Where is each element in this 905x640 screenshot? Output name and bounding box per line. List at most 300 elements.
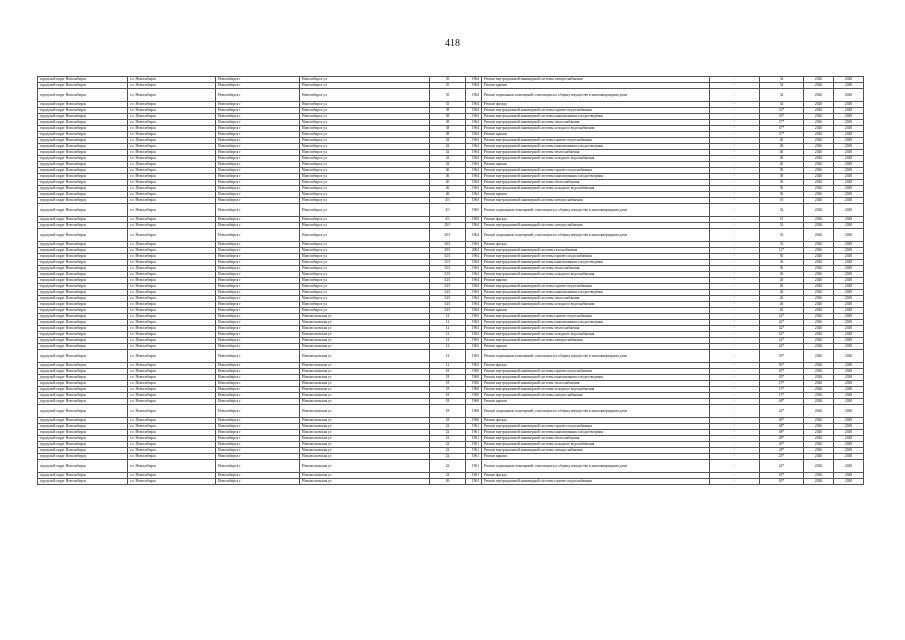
settlement-cell: г.о. Новосибирск xyxy=(128,114,216,120)
house-cell: 22 xyxy=(430,460,466,473)
year-cell: 1963 xyxy=(466,338,482,344)
city-cell: Новосибирск г xyxy=(216,126,300,132)
period-cell: 48* xyxy=(760,436,804,442)
period-cell: 34 xyxy=(760,83,804,89)
start-year-cell: 2026 xyxy=(804,430,834,436)
start-year-cell: 2026 xyxy=(804,254,834,260)
settlement-cell: г.о. Новосибирск xyxy=(128,290,216,296)
street-cell: Новосибирск ул xyxy=(300,138,430,144)
mark-cell: - xyxy=(710,473,760,479)
end-year-cell: 2028 xyxy=(834,326,864,332)
city-cell: Новосибирск г xyxy=(216,314,300,320)
year-cell: 1963 xyxy=(466,320,482,326)
street-cell: Новомосковская ул xyxy=(300,369,430,375)
street-cell: Новомосковская ул xyxy=(300,399,430,405)
year-cell: 1964 xyxy=(466,168,482,174)
year-cell: 1963 xyxy=(466,363,482,369)
work-type-cell: Ремонт фасада xyxy=(482,242,710,248)
capital-repair-table xyxy=(37,76,864,485)
street-cell: Новомосковская ул xyxy=(300,332,430,338)
end-year-cell: 2028 xyxy=(834,381,864,387)
district-cell: городской округ Новосибирск xyxy=(38,320,128,326)
work-type-cell: Ремонт внутридомовой инженерной системы холодного водоснабжения xyxy=(482,442,710,448)
district-cell: городской округ Новосибирск xyxy=(38,242,128,248)
settlement-cell: г.о. Новосибирск xyxy=(128,424,216,430)
settlement-cell: г.о. Новосибирск xyxy=(128,180,216,186)
city-cell: Новосибирск г xyxy=(216,284,300,290)
end-year-cell: 2028 xyxy=(834,180,864,186)
period-cell: 20 xyxy=(760,308,804,314)
settlement-cell: г.о. Новосибирск xyxy=(128,399,216,405)
period-cell: 15* xyxy=(760,393,804,399)
period-cell: 10 xyxy=(760,198,804,204)
house-cell: 22 xyxy=(430,448,466,454)
street-cell: Новосибирск ул xyxy=(300,242,430,248)
street-cell: Новосибирск ул xyxy=(300,302,430,308)
settlement-cell: г.о. Новосибирск xyxy=(128,284,216,290)
end-year-cell: 2028 xyxy=(834,126,864,132)
city-cell: Новосибирск г xyxy=(216,448,300,454)
city-cell: Новосибирск г xyxy=(216,460,300,473)
mark-cell: - xyxy=(710,248,760,254)
year-cell: 1961 xyxy=(466,454,482,460)
year-cell: 1964 xyxy=(466,186,482,192)
end-year-cell: 2028 xyxy=(834,254,864,260)
street-cell: Новосибирск ул xyxy=(300,278,430,284)
work-type-cell: Ремонт внутридомовой инженерной системы холодного водоснабжения xyxy=(482,302,710,308)
district-cell: городской округ Новосибирск xyxy=(38,314,128,320)
house-cell: 4/1 xyxy=(430,217,466,223)
start-year-cell: 2026 xyxy=(804,174,834,180)
work-type-cell: Ремонт внутридомовой инженерной системы теплоснабжения xyxy=(482,296,710,302)
district-cell: городской округ Новосибирск xyxy=(38,126,128,132)
street-cell: Новосибирск ул xyxy=(300,192,430,198)
work-type-cell: Ремонт внутридомовой инженерной системы канализования и водоотведения xyxy=(482,174,710,180)
start-year-cell: 2026 xyxy=(804,479,834,485)
settlement-cell: г.о. Новосибирск xyxy=(128,83,216,89)
mark-cell: - xyxy=(710,381,760,387)
city-cell: Новосибирск г xyxy=(216,102,300,108)
city-cell: Новосибирск г xyxy=(216,192,300,198)
work-type-cell: Ремонт фасада xyxy=(482,363,710,369)
district-cell: городской округ Новосибирск xyxy=(38,254,128,260)
mark-cell: - xyxy=(710,350,760,363)
house-cell: 12 xyxy=(430,363,466,369)
period-cell: 40* xyxy=(760,363,804,369)
work-type-cell: Ремонт подвальных помещений, относящихся к общему имуществу в многоквартирном доме xyxy=(482,460,710,473)
settlement-cell: г.о. Новосибирск xyxy=(128,266,216,272)
mark-cell: - xyxy=(710,102,760,108)
work-type-cell: Ремонт внутридомовой инженерной системы канализования и водоотведения xyxy=(482,144,710,150)
start-year-cell: 2026 xyxy=(804,150,834,156)
city-cell: Новосибирск г xyxy=(216,381,300,387)
street-cell: Новосибирск ул xyxy=(300,217,430,223)
city-cell: Новосибирск г xyxy=(216,387,300,393)
period-cell: 40* xyxy=(760,418,804,424)
work-type-cell: Ремонт внутридомовой инженерной системы горячего водоснабжения xyxy=(482,168,710,174)
mark-cell: - xyxy=(710,83,760,89)
district-cell: городской округ Новосибирск xyxy=(38,338,128,344)
city-cell: Новосибирск г xyxy=(216,393,300,399)
work-type-cell: Ремонт внутридомовой инженерной системы теплоснабжения xyxy=(482,266,710,272)
district-cell: городской округ Новосибирск xyxy=(38,363,128,369)
district-cell: городской округ Новосибирск xyxy=(38,150,128,156)
house-cell: 26 xyxy=(430,479,466,485)
work-type-cell: Ремонт фасада xyxy=(482,102,710,108)
period-cell: 34 xyxy=(760,77,804,83)
mark-cell: - xyxy=(710,260,760,266)
settlement-cell: г.о. Новосибирск xyxy=(128,473,216,479)
settlement-cell: г.о. Новосибирск xyxy=(128,363,216,369)
city-cell: Новосибирск г xyxy=(216,229,300,242)
city-cell: Новосибирск г xyxy=(216,338,300,344)
work-type-cell: Ремонт внутридомовой инженерной системы холодного водоснабжения xyxy=(482,186,710,192)
street-cell: Новосибирск ул xyxy=(300,162,430,168)
house-cell: 38 xyxy=(430,120,466,126)
settlement-cell: г.о. Новосибирск xyxy=(128,192,216,198)
settlement-cell: г.о. Новосибирск xyxy=(128,387,216,393)
street-cell: Новосибирск ул xyxy=(300,204,430,217)
mark-cell: - xyxy=(710,223,760,229)
city-cell: Новосибирск г xyxy=(216,326,300,332)
start-year-cell: 2026 xyxy=(804,363,834,369)
street-cell: Новосибирск ул xyxy=(300,120,430,126)
mark-cell: - xyxy=(710,375,760,381)
table-row xyxy=(38,405,864,418)
year-cell: 1964 xyxy=(466,266,482,272)
period-cell: 40* xyxy=(760,479,804,485)
city-cell: Новосибирск г xyxy=(216,223,300,229)
settlement-cell: г.о. Новосибирск xyxy=(128,442,216,448)
district-cell: городской округ Новосибирск xyxy=(38,387,128,393)
district-cell: городской округ Новосибирск xyxy=(38,83,128,89)
year-cell: 1964 xyxy=(466,138,482,144)
mark-cell: - xyxy=(710,326,760,332)
end-year-cell: 2028 xyxy=(834,320,864,326)
end-year-cell: 2028 xyxy=(834,223,864,229)
start-year-cell: 2026 xyxy=(804,114,834,120)
street-cell: Новомосковская ул xyxy=(300,479,430,485)
street-cell: Новомосковская ул xyxy=(300,381,430,387)
period-cell: 26 xyxy=(760,302,804,308)
year-cell: 1961 xyxy=(466,424,482,430)
settlement-cell: г.о. Новосибирск xyxy=(128,77,216,83)
mark-cell: - xyxy=(710,418,760,424)
mark-cell: - xyxy=(710,204,760,217)
work-type-cell: Ремонт крыши xyxy=(482,344,710,350)
start-year-cell: 2026 xyxy=(804,278,834,284)
city-cell: Новосибирск г xyxy=(216,150,300,156)
start-year-cell: 2026 xyxy=(804,338,834,344)
period-cell: 33* xyxy=(760,114,804,120)
period-cell: 15 xyxy=(760,217,804,223)
period-cell: 30 xyxy=(760,168,804,174)
table-row xyxy=(38,229,864,242)
city-cell: Новосибирск г xyxy=(216,217,300,223)
mark-cell: - xyxy=(710,192,760,198)
work-type-cell: Ремонт внутридомовой инженерной системы электроснабжения xyxy=(482,338,710,344)
end-year-cell: 2028 xyxy=(834,314,864,320)
district-cell: городской округ Новосибирск xyxy=(38,120,128,126)
street-cell: Новомосковская ул xyxy=(300,314,430,320)
district-cell: городской округ Новосибирск xyxy=(38,144,128,150)
house-cell: 42 xyxy=(430,162,466,168)
period-cell: 33 xyxy=(760,242,804,248)
end-year-cell: 2028 xyxy=(834,405,864,418)
house-cell: 32/1 xyxy=(430,260,466,266)
year-cell: 1964 xyxy=(466,284,482,290)
year-cell: 1960 xyxy=(466,387,482,393)
street-cell: Новомосковская ул xyxy=(300,338,430,344)
street-cell: Новосибирск ул xyxy=(300,174,430,180)
street-cell: Новосибирск ул xyxy=(300,223,430,229)
settlement-cell: г.о. Новосибирск xyxy=(128,278,216,284)
settlement-cell: г.о. Новосибирск xyxy=(128,272,216,278)
district-cell: городской округ Новосибирск xyxy=(38,156,128,162)
work-type-cell: Ремонт внутридомовой инженерной системы электроснабжения xyxy=(482,223,710,229)
year-cell: 1965 xyxy=(466,217,482,223)
table-row xyxy=(38,460,864,473)
period-cell: 42* xyxy=(760,314,804,320)
city-cell: Новосибирск г xyxy=(216,108,300,114)
end-year-cell: 2028 xyxy=(834,399,864,405)
street-cell: Новомосковская ул xyxy=(300,363,430,369)
start-year-cell: 2026 xyxy=(804,454,834,460)
end-year-cell: 2028 xyxy=(834,308,864,314)
mark-cell: - xyxy=(710,424,760,430)
district-cell: городской округ Новосибирск xyxy=(38,296,128,302)
end-year-cell: 2028 xyxy=(834,479,864,485)
end-year-cell: 2028 xyxy=(834,332,864,338)
start-year-cell: 2026 xyxy=(804,248,834,254)
district-cell: городской округ Новосибирск xyxy=(38,77,128,83)
settlement-cell: г.о. Новосибирск xyxy=(128,350,216,363)
settlement-cell: г.о. Новосибирск xyxy=(128,248,216,254)
period-cell: 36 xyxy=(760,272,804,278)
start-year-cell: 2026 xyxy=(804,204,834,217)
start-year-cell: 2026 xyxy=(804,120,834,126)
city-cell: Новосибирск г xyxy=(216,442,300,448)
street-cell: Новосибирск ул xyxy=(300,108,430,114)
street-cell: Новосибирск ул xyxy=(300,83,430,89)
work-type-cell: Ремонт подвальных помещений, относящихся к общему имуществу в многоквартирном доме xyxy=(482,405,710,418)
city-cell: Новосибирск г xyxy=(216,254,300,260)
end-year-cell: 2028 xyxy=(834,83,864,89)
street-cell: Новомосковская ул xyxy=(300,448,430,454)
street-cell: Новосибирск ул xyxy=(300,198,430,204)
period-cell: 26 xyxy=(760,290,804,296)
house-cell: 12 xyxy=(430,332,466,338)
period-cell: 40 xyxy=(760,144,804,150)
year-cell: 1961 xyxy=(466,442,482,448)
start-year-cell: 2026 xyxy=(804,162,834,168)
settlement-cell: г.о. Новосибирск xyxy=(128,326,216,332)
work-type-cell: Ремонт внутридомовой инженерной системы теплоснабжения xyxy=(482,381,710,387)
period-cell: 34 xyxy=(760,102,804,108)
house-cell: 35 xyxy=(430,89,466,102)
house-cell: 32/1 xyxy=(430,278,466,284)
end-year-cell: 2028 xyxy=(834,473,864,479)
period-cell: 33 xyxy=(760,223,804,229)
year-cell: 1964 xyxy=(466,114,482,120)
period-cell: 45* xyxy=(760,369,804,375)
start-year-cell: 2026 xyxy=(804,369,834,375)
street-cell: Новомосковская ул xyxy=(300,375,430,381)
mark-cell: - xyxy=(710,126,760,132)
start-year-cell: 2026 xyxy=(804,448,834,454)
street-cell: Новомосковская ул xyxy=(300,442,430,448)
year-cell: 1960 xyxy=(466,418,482,424)
end-year-cell: 2028 xyxy=(834,132,864,138)
start-year-cell: 2026 xyxy=(804,132,834,138)
settlement-cell: г.о. Новосибирск xyxy=(128,393,216,399)
mark-cell: - xyxy=(710,344,760,350)
mark-cell: - xyxy=(710,89,760,102)
work-type-cell: Ремонт внутридомовой инженерной системы теплоснабжения xyxy=(482,120,710,126)
start-year-cell: 2026 xyxy=(804,198,834,204)
mark-cell: - xyxy=(710,229,760,242)
house-cell: 34/1 xyxy=(430,284,466,290)
house-cell: 42 xyxy=(430,156,466,162)
city-cell: Новосибирск г xyxy=(216,83,300,89)
end-year-cell: 2028 xyxy=(834,296,864,302)
settlement-cell: г.о. Новосибирск xyxy=(128,229,216,242)
work-type-cell: Ремонт внутридомовой инженерной системы горячего водоснабжения xyxy=(482,254,710,260)
settlement-cell: г.о. Новосибирск xyxy=(128,436,216,442)
city-cell: Новосибирск г xyxy=(216,350,300,363)
mark-cell: - xyxy=(710,363,760,369)
work-type-cell: Ремонт подвальных помещений, относящихся к общему имуществу в многоквартирном доме xyxy=(482,89,710,102)
mark-cell: - xyxy=(710,180,760,186)
city-cell: Новосибирск г xyxy=(216,320,300,326)
period-cell: 48* xyxy=(760,430,804,436)
end-year-cell: 2028 xyxy=(834,89,864,102)
settlement-cell: г.о. Новосибирск xyxy=(128,254,216,260)
district-cell: городской округ Новосибирск xyxy=(38,223,128,229)
district-cell: городской округ Новосибирск xyxy=(38,344,128,350)
start-year-cell: 2026 xyxy=(804,77,834,83)
start-year-cell: 2026 xyxy=(804,144,834,150)
street-cell: Новосибирск ул xyxy=(300,248,430,254)
end-year-cell: 2028 xyxy=(834,77,864,83)
period-cell: 28* xyxy=(760,448,804,454)
year-cell: 1964 xyxy=(466,144,482,150)
settlement-cell: г.о. Новосибирск xyxy=(128,132,216,138)
street-cell: Новомосковская ул xyxy=(300,393,430,399)
period-cell: 45* xyxy=(760,442,804,448)
street-cell: Новосибирск ул xyxy=(300,272,430,278)
mark-cell: - xyxy=(710,369,760,375)
year-cell: 1964 xyxy=(466,242,482,248)
city-cell: Новосибирск г xyxy=(216,168,300,174)
mark-cell: - xyxy=(710,77,760,83)
year-cell: 2004 xyxy=(466,248,482,254)
start-year-cell: 2026 xyxy=(804,180,834,186)
work-type-cell: Ремонт крыши xyxy=(482,308,710,314)
street-cell: Новосибирск ул xyxy=(300,132,430,138)
street-cell: Новосибирск ул xyxy=(300,308,430,314)
city-cell: Новосибирск г xyxy=(216,89,300,102)
year-cell: 1963 xyxy=(466,326,482,332)
end-year-cell: 2028 xyxy=(834,375,864,381)
start-year-cell: 2026 xyxy=(804,308,834,314)
period-cell: 42* xyxy=(760,344,804,350)
street-cell: Новомосковская ул xyxy=(300,436,430,442)
year-cell: 1964 xyxy=(466,77,482,83)
end-year-cell: 2028 xyxy=(834,344,864,350)
start-year-cell: 2026 xyxy=(804,460,834,473)
city-cell: Новосибирск г xyxy=(216,114,300,120)
house-cell: 46 xyxy=(430,192,466,198)
district-cell: городской округ Новосибирск xyxy=(38,418,128,424)
table-body xyxy=(38,77,864,485)
start-year-cell: 2026 xyxy=(804,260,834,266)
period-cell: 30 xyxy=(760,174,804,180)
mark-cell: - xyxy=(710,174,760,180)
city-cell: Новосибирск г xyxy=(216,156,300,162)
work-type-cell: Ремонт внутридомовой инженерной системы горячего водоснабжения xyxy=(482,314,710,320)
mark-cell: - xyxy=(710,479,760,485)
settlement-cell: г.о. Новосибирск xyxy=(128,332,216,338)
street-cell: Новосибирск ул xyxy=(300,186,430,192)
mark-cell: - xyxy=(710,120,760,126)
work-type-cell: Ремонт крыши xyxy=(482,454,710,460)
start-year-cell: 2026 xyxy=(804,192,834,198)
start-year-cell: 2026 xyxy=(804,405,834,418)
settlement-cell: г.о. Новосибирск xyxy=(128,156,216,162)
mark-cell: - xyxy=(710,442,760,448)
year-cell: 1961 xyxy=(466,448,482,454)
street-cell: Новомосковская ул xyxy=(300,350,430,363)
district-cell: городской округ Новосибирск xyxy=(38,405,128,418)
district-cell: городской округ Новосибирск xyxy=(38,132,128,138)
end-year-cell: 2028 xyxy=(834,454,864,460)
district-cell: городской округ Новосибирск xyxy=(38,430,128,436)
street-cell: Новосибирск ул xyxy=(300,114,430,120)
city-cell: Новосибирск г xyxy=(216,242,300,248)
start-year-cell: 2026 xyxy=(804,296,834,302)
settlement-cell: г.о. Новосибирск xyxy=(128,108,216,114)
house-cell: 12 xyxy=(430,350,466,363)
period-cell: 40 xyxy=(760,150,804,156)
city-cell: Новосибирск г xyxy=(216,248,300,254)
work-type-cell: Ремонт внутридомовой инженерной системы горячего водоснабжения xyxy=(482,424,710,430)
settlement-cell: г.о. Новосибирск xyxy=(128,338,216,344)
work-type-cell: Ремонт внутридомовой инженерной системы теплоснабжения xyxy=(482,326,710,332)
work-type-cell: Ремонт внутридомовой инженерной системы газоснабжения xyxy=(482,248,710,254)
house-cell: 22 xyxy=(430,424,466,430)
year-cell: 1964 xyxy=(466,254,482,260)
work-type-cell: Ремонт подвальных помещений, относящихся к общему имуществу в многоквартирном доме xyxy=(482,229,710,242)
start-year-cell: 2026 xyxy=(804,242,834,248)
work-type-cell: Ремонт внутридомовой инженерной системы горячего водоснабжения xyxy=(482,108,710,114)
house-cell: 4/1 xyxy=(430,204,466,217)
year-cell: 1960 xyxy=(466,381,482,387)
city-cell: Новосибирск г xyxy=(216,399,300,405)
start-year-cell: 2026 xyxy=(804,320,834,326)
city-cell: Новосибирск г xyxy=(216,332,300,338)
year-cell: 1964 xyxy=(466,308,482,314)
house-cell: 12 xyxy=(430,314,466,320)
start-year-cell: 2026 xyxy=(804,473,834,479)
start-year-cell: 2026 xyxy=(804,387,834,393)
city-cell: Новосибирск г xyxy=(216,162,300,168)
district-cell: городской округ Новосибирск xyxy=(38,192,128,198)
period-cell: 48* xyxy=(760,399,804,405)
street-cell: Новосибирск ул xyxy=(300,296,430,302)
period-cell: 37* xyxy=(760,120,804,126)
city-cell: Новосибирск г xyxy=(216,198,300,204)
